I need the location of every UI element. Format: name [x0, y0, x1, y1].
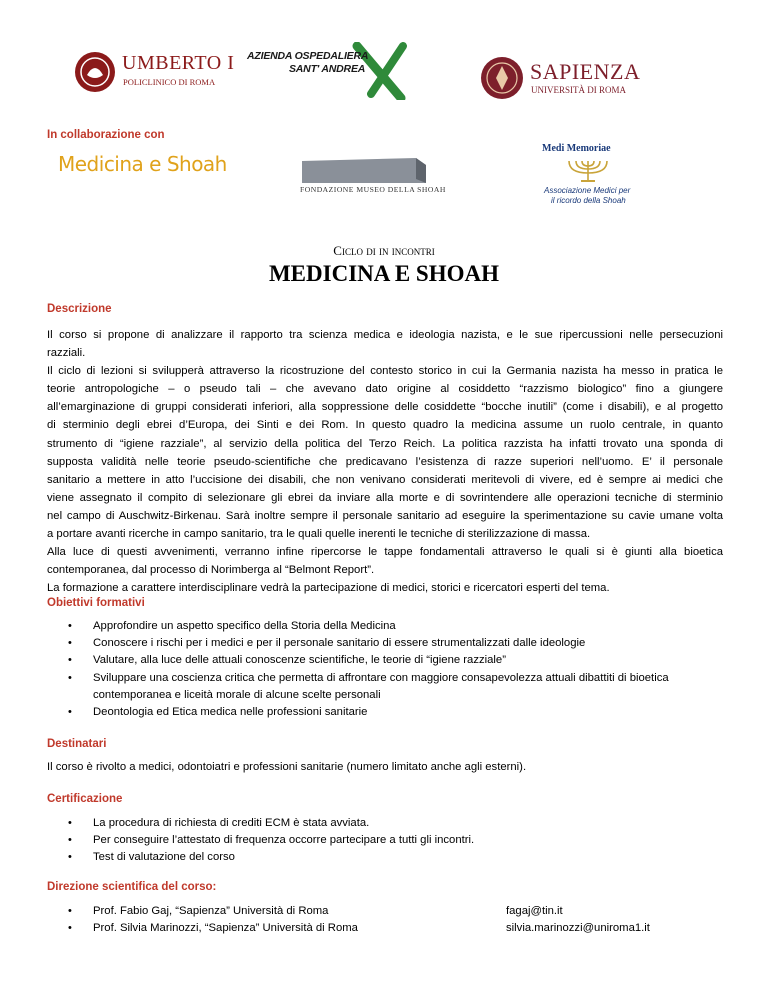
desc-line: sanitario a mettere in atto l’uccisione dei disabili, che non venivano considerati meritevoli di vivere, ed è sempre ai medici che	[47, 473, 723, 486]
sapienza-name: SAPIENZA	[530, 59, 641, 84]
list-item: • Approfondire un aspetto specifico della Storia della Medicina	[68, 618, 669, 635]
list-item: • Deontologia ed Etica medica nelle professioni sanitarie	[68, 704, 669, 721]
desc-line: all’emarginazione di gruppi considerati inferiori, alla soppressione delle cosiddette “bocche inutili” (come i disabili), e al progetto	[47, 401, 723, 414]
desc-line: La formazione a carattere interdisciplinare vedrà la partecipazione di medici, storici e ricercatori esperti del tema.	[47, 582, 610, 595]
list-item-continuation	[68, 687, 669, 704]
collab-label: In collaborazione con	[47, 129, 165, 141]
umberto-name: UMBERTO I	[122, 52, 235, 74]
fondazione-logo	[300, 157, 450, 197]
obiettivi-heading: Obiettivi formativi	[47, 597, 145, 609]
medi-memoriae-logo	[538, 143, 638, 209]
list-item-cont-text: contemporanea e liceità morale di alcune scelte personali	[93, 688, 381, 701]
direzione-list	[68, 903, 358, 937]
desc-line: di sterminio degli ebrei d’Europa, dei Sinti e dei Rom. In questo quadro la medicina assume un ruolo centrale, in quanto	[47, 419, 723, 432]
sapienza-seal-icon	[480, 56, 524, 100]
certificazione-list	[68, 815, 474, 867]
desc-line: viene assegnato il compito di selezionare gli ebrei da inviare alla morte e di sovrintendere alle operazioni tecniche di sterminio	[47, 491, 723, 504]
descrizione-heading: Descrizione	[47, 303, 112, 315]
list-item: • Prof. Silvia Marinozzi, “Sapienza” Università di Roma	[68, 920, 358, 937]
obiettivi-list	[68, 618, 669, 721]
descrizione-text	[47, 326, 723, 597]
desc-line: contemporanea, dal processo di Norimberga al “Belmont Report”.	[47, 564, 375, 577]
desc-line: a portare avanti ricerche in campo sanitario, tra le quali quelle inerenti le tecniche di sterilizzazione di massa.	[47, 528, 591, 541]
museum-building-icon	[300, 157, 430, 185]
direzione-heading: Direzione scientifica del corso:	[47, 881, 217, 893]
list-item: • La procedura di richiesta di crediti ECM è stata avviata.	[68, 815, 474, 832]
list-item: • Valutare, alla luce delle attuali conoscenze scientifiche, le teorie di “igiene razziale”	[68, 652, 669, 669]
list-item: • Per conseguire l’attestato di frequenza occorre partecipare a tutti gli incontri.	[68, 832, 474, 849]
medi-memoriae-sub1: Associazione Medici per	[544, 186, 631, 195]
desc-line: supposta validità nelle teorie pseudo-scientifiche che predicavano l’esistenza di razze superiori nell’uomo. E’ il personale	[47, 455, 723, 468]
medi-memoriae-title: Medi Memoriae	[542, 143, 611, 154]
azienda-line2: SANT' ANDREA	[289, 63, 366, 75]
menorah-icon	[563, 157, 613, 183]
email-link[interactable]: fagaj@tin.it	[506, 905, 563, 917]
list-item: • Test di valutazione del corso	[68, 849, 474, 866]
ciclo-subtitle: Ciclo di in incontri	[333, 243, 435, 258]
desc-line: teorie antropologiche – o pseudo tali – che avevano dato origine al cosiddetto “razzismo biologico” fino a giungere	[47, 383, 723, 396]
list-item: • Conoscere i rischi per i medici e per il personale sanitario di essere strumentalizzati dalle ideologie	[68, 635, 669, 652]
email-link[interactable]: silvia.marinozzi@uniroma1.it	[506, 922, 650, 934]
certificazione-heading: Certificazione	[47, 793, 123, 805]
umberto-logo	[74, 50, 254, 94]
desc-line: Il corso si propone di analizzare il rapporto tra scienza medica e ideologia nazista, e le sue ripercussioni nelle persecuzioni	[47, 329, 723, 341]
desc-line: strumento di “igiene razziale”, al servizio della politica del Terzo Reich. La politica razzista ha infatti trovato una sponda di	[47, 437, 723, 450]
umberto-sub: POLICLINICO DI ROMA	[123, 77, 216, 87]
list-item: • Sviluppare una coscienza critica che permetta di affrontare con maggiore consapevolezza attuali dibattiti di bioetica	[68, 670, 669, 687]
desc-line: Alla luce di questi avvenimenti, verranno infine ripercorse le tappe fondamentali attraverso le quali si è giunti alla bioetica	[47, 546, 723, 559]
medicina-shoah-logo: Medicina e Shoah	[58, 152, 227, 176]
desc-line: razziali.	[47, 347, 86, 360]
page-title: MEDICINA E SHOAH	[268, 261, 500, 286]
sapienza-logo	[480, 55, 640, 103]
umberto-seal-icon	[74, 51, 116, 93]
list-item: • Prof. Fabio Gaj, “Sapienza” Università di Roma	[68, 903, 358, 920]
azienda-logo	[243, 42, 413, 100]
destinatari-heading: Destinatari	[47, 738, 107, 750]
destinatari-text: Il corso è rivolto a medici, odontoiatri e professioni sanitarie (numero limitato anche agli esterni).	[47, 761, 527, 773]
fondazione-label: FONDAZIONE MUSEO DELLA SHOAH	[300, 185, 446, 194]
desc-line: nel campo di Auschwitz-Birkenau. Sarà inoltre sempre il personale sanitario ad eseguire la sperimentazione su cavie umane volta	[47, 509, 723, 522]
medi-memoriae-sub2: il ricordo della Shoah	[551, 196, 626, 205]
sapienza-sub: UNIVERSITÀ DI ROMA	[531, 85, 626, 95]
azienda-line1: AZIENDA OSPEDALIERA	[247, 50, 369, 62]
desc-line: Il ciclo di lezioni si svilupperà attraverso la ricostruzione del contesto storico in cui la Germania nazista ha messo in pratica le	[47, 365, 723, 378]
